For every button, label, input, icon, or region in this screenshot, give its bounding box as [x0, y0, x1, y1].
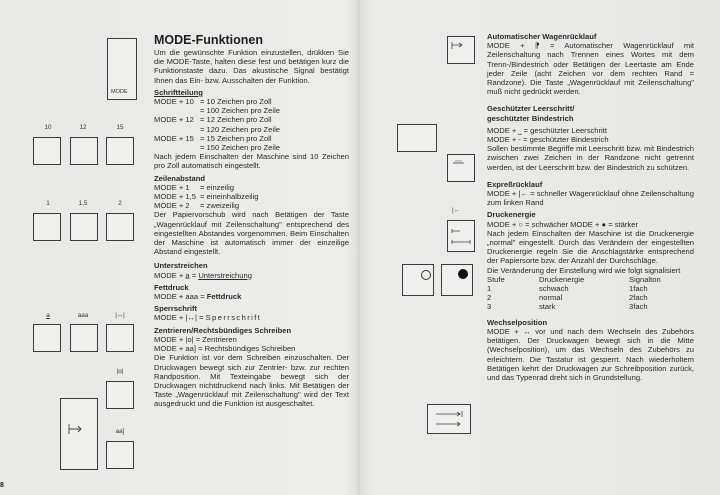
bold-symbol: aaa [77, 312, 89, 319]
page-title: MODE-Funktionen [154, 33, 264, 47]
bold-row-value: Fettdruck [206, 292, 242, 302]
return-arrow-icon [67, 423, 87, 437]
right-align-symbol: aa] [115, 428, 125, 435]
change-position-icon [432, 408, 468, 430]
line-note: Der Papiervorschub wird nach Betätigen der Taste „Wagenrücklauf mit Zeilenschaltung" entsprechend des eingestellten Abstandes vorgenommen. Beim Einschalten der Maschine ist automatisch immer der einzeilige Abstand eingestellt. [154, 210, 349, 257]
right-column [487, 32, 694, 382]
protected-heading-1: Geschützter Leerschritt/ [487, 104, 575, 114]
wechsel-text: MODE + ↔ vor und nach dem Wechseln des Zubehörs betätigen. Der Druckwagen bewegt sich in die Mitte (Wechselposition), um das Wechseln des Zubehörs zu erleichtern. Die Tastatur ist gesperrt. Nach wiederholtem Betätigen kehrt der Druckwagen zur Schreibposition zurück, und das Typenrad dreht sich in Grundstellung. [487, 326, 694, 382]
center-row-2: MODE + aa] = Rechtsbündiges Schreiben [154, 344, 296, 354]
fettdruck-heading: Fettdruck [154, 282, 189, 292]
underline-symbol: a [46, 312, 50, 319]
pitch-row-5-value: = 15 Zeichen pro Zoll [200, 133, 272, 143]
left-column: MODE-Funktionen Um die gewünschte Funktion einzustellen, drükken Sie die MODE-Taste, halten diese fest und betätigen kurz die Funktionstaste dazu. Das akustische Signal bestätigt Ihnen das Ein- bzw. Ausschalten der Funktion. Schriftteilung MODE + 10 = 10 Zeichen pro Zoll = 100 Zeichen pro Zeile MODE + 12 = 12 Zeichen pro Zoll = 120 Zeichen pro Zeile MODE + 15 = 15 Zeichen pro Zoll = 150 Zeichen pro Zeile Nach jedem Einschalten der Maschine sind 10 Zeichen pro Zoll automatisch eingestellt. Zeilenabstand MODE + 1 = einzeilig MODE + 1,5 = eineinhalbzeilig MODE + 2 = zweizeilig Der Papiervorschub wird nach Betätigen der Taste „Wagenrücklauf mit Zeilenschaltung" entsprechend des eingestellten Abstandes vorgenommen. Beim Einschalten der Maschine ist automatisch immer der einzeilige Abstand eingestellt. Unterstreichen MODE + a̲ = Unterstreichung Fettdruck MODE + aaa = Fettdruck Sperrschrift MODE + |↔| = Sperrschrift Zentrieren/Rechtsbündiges Schreiben MODE + |o| = Zentrieren MODE + aa] = Rechtsbündiges Schreiben Die Funktion ist vor dem Schreiben einzuschalten. Der Druckwagen bewegt sich zur Zentrier- bzw. zur rechten Randposition. Mit Texteingabe bewegt sich der Druckwagen nichtdruckend nach links. Mit Betätigen der Taste „Wagenrücklauf mit Zeilenschaltung" wird der Text ausgedruckt und die Funktion ist ausgeschaltet. [154, 33, 349, 409]
underline-row-value: Unterstreichung [198, 270, 252, 280]
intro-text: Um die gewünschte Funktion einzustellen, drükken Sie die MODE-Taste, halten diese fest und betätigen kurz die Funktionstaste dazu. Das akustische Signal bestätigt Ihnen das Ein- bzw. Ausschalten der Funktion. [154, 48, 349, 85]
zeilenabstand-heading: Zeilenabstand [154, 173, 206, 183]
line-row-3-value: = zweizeilig [200, 201, 240, 211]
line-row-2-key: MODE + 1,5 [154, 192, 196, 202]
right-align-key [106, 441, 134, 469]
pitch-row-6-value: = 150 Zeichen pro Zeile [200, 143, 280, 153]
druck-note: Nach jedem Einschalten der Maschine ist die Druckenergie „normal" eingestellt. Durch das Verändern der eingestellten Druckenergie regeln Sie die Anschlagstärke entsprechend der Papiersorte bzw. der Anzahl der Durchschläge. [487, 228, 694, 266]
bold-key [70, 324, 98, 352]
zentrieren-heading: Zentrieren/Rechtsbündiges Schreiben [154, 325, 292, 335]
pitch-row-1-key: MODE + 10 [154, 97, 194, 107]
change-position-key [427, 404, 471, 434]
auto-return-key [447, 36, 475, 64]
unterstreichen-heading: Unterstreichen [154, 261, 208, 271]
pitch-label-12: 12 [79, 124, 87, 131]
center-symbol: |o| [116, 368, 124, 375]
line-row-1-value: = einzeilig [200, 182, 234, 192]
druck-table-row: 2 normal 2fach [487, 293, 648, 303]
druckenergie-heading: Druckenergie [487, 210, 536, 220]
schriftteilung-heading: Schriftteilung [154, 87, 203, 97]
pitch-row-3-value: = 12 Zeichen pro Zoll [200, 115, 272, 125]
page-fold [357, 0, 360, 495]
druck-table-header: Stufe Druckenergie Signalton [487, 274, 661, 284]
line-label-1: 1 [46, 200, 50, 207]
line-row-1-key: MODE + 1 [154, 182, 190, 192]
spaced-row-value: Sperrschrift [205, 313, 262, 323]
pitch-row-3-key: MODE + 12 [154, 115, 194, 125]
auto-return-icon [451, 41, 465, 51]
pitch-label-15: 15 [116, 124, 124, 131]
protected-row-1: MODE + ⎵ = geschützter Leerschritt [487, 125, 607, 135]
pitch-row-5-key: MODE + 15 [154, 133, 194, 143]
spaced-symbol: |↔| [115, 312, 125, 319]
druck-table-row: 1 schwach 1fach [487, 284, 648, 294]
druck-row: MODE + ○ = schwächer MODE + ● = stärker [487, 219, 638, 229]
space-bar-key [397, 124, 437, 152]
filled-circle-icon [458, 269, 468, 279]
carriage-return-key [60, 398, 98, 470]
spaced-key [106, 324, 134, 352]
hyphen-key [447, 154, 475, 182]
line-row-3-key: MODE + 2 [154, 201, 190, 211]
pitch-key-12 [70, 137, 98, 165]
line-key-15 [70, 213, 98, 241]
wechsel-heading: Wechselposition [487, 317, 548, 327]
center-key [106, 381, 134, 409]
protected-heading-2: geschützter Bindestrich [487, 113, 574, 123]
underline-key [33, 324, 61, 352]
line-label-15: 1,5 [78, 200, 88, 207]
line-label-2: 2 [118, 200, 122, 207]
mode-key-label: MODE [111, 89, 128, 95]
line-row-2-value: = eineinhalbzeilig [200, 192, 259, 202]
pitch-key-10 [33, 137, 61, 165]
pitch-key-15 [106, 137, 134, 165]
underline-row-key: MODE + a̲ [154, 270, 190, 280]
center-note: Die Funktion ist vor dem Schreiben einzuschalten. Der Druckwagen bewegt sich zur Zentrier- bzw. zur rechten Randposition. Mit Texteingabe bewegt sich der Druckwagen nichtdruckend nach links. Mit Betätigen der Taste „Wagenrücklauf mit Zeilenschaltung" wird der Text ausgedruckt und die Funktion ist ausgeschaltet. [154, 353, 349, 409]
express-text: MODE + |← = schneller Wagenrücklauf ohne Zeilenschaltung zum linken Rand [487, 189, 694, 208]
pitch-row-1-value: = 10 Zeichen pro Zoll [200, 97, 272, 107]
express-symbol-icon: |← [452, 207, 461, 214]
pitch-label-10: 10 [44, 124, 52, 131]
druck-note-2: Die Veränderung der Einstellung wird wie folgt signalisiert [487, 265, 681, 275]
express-key [447, 220, 475, 252]
pitch-note: Nach jedem Einschalten der Maschine sind 10 Zeichen pro Zoll automatisch eingestellt. [154, 152, 349, 171]
center-row-1: MODE + |o| = Zentrieren [154, 334, 237, 344]
express-icon [450, 224, 472, 248]
auto-return-text: MODE + ⁋ = Automatischer Wagenrücklauf mit Zeilenschaltung nach Trennen eines Wortes mit dem Trenn-/Bindestrich oder Betätigen der Leertaste am Ende jeder Zeile (acht Zeichen vor dem rechten Rand = Randzone). Die Taste „Wagenrücklauf mit Zeilenschaltung" muß nicht gedrückt werden. [487, 41, 694, 97]
sperrschrift-heading: Sperrschrift [154, 304, 198, 314]
stronger-key [441, 264, 473, 296]
druck-table-row: 3 stark 3fach [487, 302, 648, 312]
express-heading: Expreßrücklauf [487, 179, 543, 189]
weaker-key [402, 264, 434, 296]
bold-row-key: MODE + aaa [154, 292, 199, 302]
protected-note: Sollen bestimmte Begriffe mit Leerschritt bzw. mit Bindestrich zwischen zwei Zeichen in der Randzone nicht getrennt werden, ist der Leerschritt bzw. der Bindestrich zu schützen. [487, 144, 694, 172]
auto-return-heading: Automatischer Wagenrücklauf [487, 32, 597, 41]
pitch-row-2-value: = 100 Zeichen pro Zeile [200, 106, 280, 116]
spaced-row-key: MODE + |↔| [154, 313, 197, 323]
mode-key [107, 38, 137, 100]
hyphen-icon [452, 159, 466, 167]
open-circle-icon [421, 270, 431, 280]
line-key-2 [106, 213, 134, 241]
page-number: 8 [0, 482, 4, 489]
pitch-row-4-value: = 120 Zeichen pro Zeile [200, 124, 280, 134]
protected-row-2: MODE + - = geschützter Bindestrich [487, 135, 609, 145]
line-key-1 [33, 213, 61, 241]
